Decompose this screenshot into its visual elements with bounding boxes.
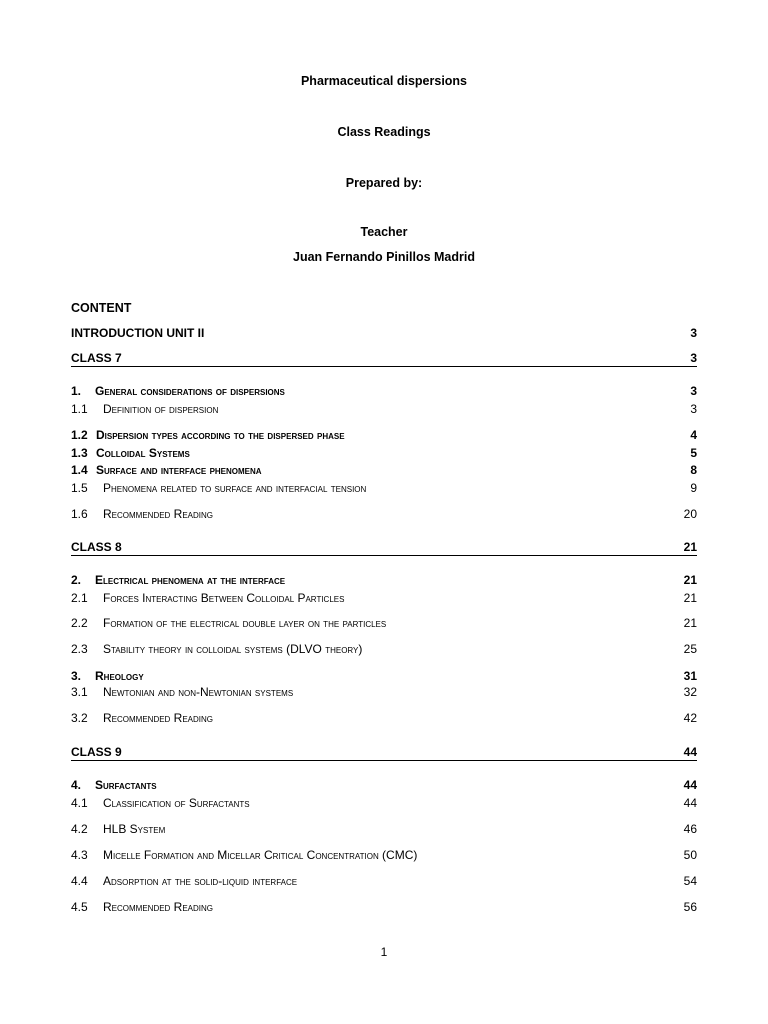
toc-entry-label: Colloidal Systems	[96, 446, 190, 460]
author-name: Juan Fernando Pinillos Madrid	[293, 250, 475, 264]
toc-entry-number: 1.5	[71, 481, 88, 495]
toc-entry-number: 1.2	[71, 428, 88, 442]
toc-entry-number: 3.2	[71, 711, 88, 725]
toc-entry-3-2[interactable]	[71, 710, 697, 726]
toc-entry-page: 32	[683, 685, 697, 699]
toc-entry-number: 3.	[71, 669, 82, 683]
toc-entry-label: CLASS 9	[71, 745, 122, 759]
toc-entry-label: Forces Interacting Between Colloidal Particles	[103, 591, 345, 605]
toc-entry-label: Surface and interface phenomena	[96, 463, 262, 477]
toc-entry-4-1[interactable]	[71, 795, 697, 811]
toc-entry-page: 56	[683, 900, 697, 914]
toc-entry-4-5[interactable]	[71, 899, 697, 915]
toc-entry-1-4[interactable]	[71, 462, 697, 478]
toc-entry-number: 1.1	[71, 402, 88, 416]
toc-entry-number: 1.	[71, 384, 82, 398]
toc-entry-page: 20	[683, 507, 697, 521]
toc-entry-label: General considerations of dispersions	[95, 384, 285, 398]
toc-entry-page: 21	[683, 616, 697, 630]
toc-entry-number: 4.1	[71, 796, 88, 810]
page-number: 1	[380, 945, 388, 959]
toc-entry-label: Adsorption at the solid-liquid interface	[103, 874, 298, 888]
toc-entry-page: 4	[690, 428, 697, 442]
toc-entry-4-4[interactable]	[71, 873, 697, 889]
toc-entry-page: 44	[683, 796, 697, 810]
toc-entry-page: 25	[683, 642, 697, 656]
toc-entry-page: 21	[683, 591, 697, 605]
toc-entry-number: 4.4	[71, 874, 88, 888]
toc-entry-3-1[interactable]	[71, 684, 697, 700]
toc-entry-1[interactable]	[71, 383, 697, 399]
toc-entry-1-5[interactable]	[71, 480, 697, 496]
toc-entry-label: Recommended Reading	[103, 711, 214, 725]
toc-entry-page: 21	[683, 540, 697, 554]
toc-entry-page: 8	[690, 463, 697, 477]
toc-entry-number: 2.2	[71, 616, 88, 630]
toc-entry-class-7[interactable]	[71, 350, 697, 367]
toc-entry-page: 3	[690, 326, 697, 340]
toc-entry-page: 31	[683, 669, 697, 683]
toc-entry-2-2[interactable]	[71, 615, 697, 631]
toc-entry-label: Newtonian and non-Newtonian systems	[103, 685, 294, 699]
toc-entry-page: 50	[683, 848, 697, 862]
author-role: Teacher	[360, 225, 408, 239]
toc-entry-label: Electrical phenomena at the interface	[95, 573, 286, 587]
toc-entry-label: CLASS 8	[71, 540, 122, 554]
toc-entry-number: 4.	[71, 778, 82, 792]
toc-entry-label: Recommended Reading	[103, 507, 214, 521]
toc-entry-label: Stability theory in colloidal systems (DLVO theory)	[103, 642, 363, 656]
toc-entry-page: 44	[683, 778, 697, 792]
toc-entry-4[interactable]	[71, 777, 697, 793]
toc-entry-class-9[interactable]	[71, 744, 697, 761]
toc-entry-label: Rheology	[95, 669, 144, 683]
toc-entry-page: 9	[690, 481, 697, 495]
toc-entry-4-2[interactable]	[71, 821, 697, 837]
toc-entry-label: Classification of Surfactants	[103, 796, 250, 810]
toc-heading: CONTENT	[71, 301, 132, 315]
toc-entry-4-3[interactable]	[71, 847, 697, 863]
toc-entry-page: 21	[683, 573, 697, 587]
toc-entry-introduction[interactable]	[71, 325, 697, 341]
toc-entry-number: 1.6	[71, 507, 88, 521]
toc-entry-page: 5	[690, 446, 697, 460]
toc-entry-page: 3	[690, 351, 697, 365]
toc-entry-number: 2.	[71, 573, 82, 587]
toc-entry-label: Surfactants	[95, 778, 157, 792]
toc-entry-number: 2.1	[71, 591, 88, 605]
toc-entry-2[interactable]	[71, 572, 697, 588]
document-subtitle: Class Readings	[337, 125, 431, 139]
toc-entry-label: Phenomena related to surface and interfacial tension	[103, 481, 367, 495]
toc-entry-page: 3	[690, 384, 697, 398]
toc-entry-number: 4.5	[71, 900, 88, 914]
toc-entry-label: Formation of the electrical double layer on the particles	[103, 616, 387, 630]
toc-entry-class-8[interactable]	[71, 539, 697, 556]
toc-entry-page: 44	[683, 745, 697, 759]
toc-entry-number: 2.3	[71, 642, 88, 656]
toc-entry-number: 1.3	[71, 446, 88, 460]
toc-entry-page: 3	[690, 402, 697, 416]
toc-entry-label: Definition of dispersion	[103, 402, 219, 416]
toc-entry-3[interactable]	[71, 668, 697, 684]
toc-entry-1-1[interactable]	[71, 401, 697, 417]
toc-entry-label: Recommended Reading	[103, 900, 214, 914]
document-title: Pharmaceutical dispersions	[300, 74, 468, 88]
toc-entry-label: CLASS 7	[71, 351, 122, 365]
prepared-by-label: Prepared by:	[345, 176, 423, 190]
toc-entry-2-3[interactable]	[71, 641, 697, 657]
toc-entry-label: Dispersion types according to the dispersed phase	[96, 428, 345, 442]
toc-entry-label: HLB System	[103, 822, 166, 836]
toc-entry-2-1[interactable]	[71, 590, 697, 606]
toc-entry-label: Micelle Formation and Micellar Critical Concentration (CMC)	[103, 848, 418, 862]
toc-entry-1-2[interactable]	[71, 427, 697, 443]
toc-entry-page: 54	[683, 874, 697, 888]
toc-entry-1-3[interactable]	[71, 445, 697, 461]
toc-entry-page: 42	[683, 711, 697, 725]
toc-entry-1-6[interactable]	[71, 506, 697, 522]
toc-entry-number: 4.2	[71, 822, 88, 836]
toc-entry-label: INTRODUCTION UNIT II	[71, 326, 205, 340]
toc-entry-number: 4.3	[71, 848, 88, 862]
toc-entry-page: 46	[683, 822, 697, 836]
toc-entry-number: 1.4	[71, 463, 88, 477]
toc-entry-number: 3.1	[71, 685, 88, 699]
